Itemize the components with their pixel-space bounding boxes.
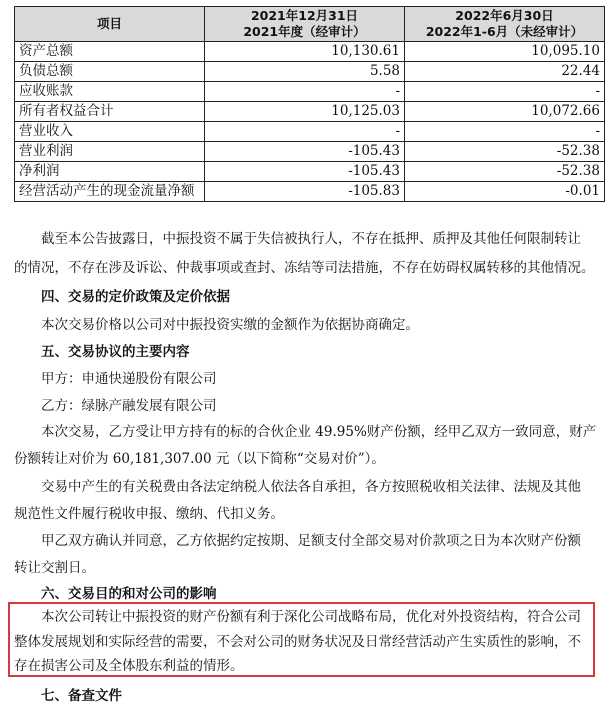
row-value-2022: 10,072.66 — [405, 102, 605, 122]
closing-paragraph-line-1: 甲乙双方确认并同意，乙方依据约定按期、足额支付全部交易对价款项之日为本次财产份额 — [41, 533, 581, 549]
party-b: 乙方：绿脉产融发展有限公司 — [41, 398, 217, 414]
header-2022-date: 2022年6月30日 — [455, 8, 554, 23]
row-value-2021: -105.43 — [205, 162, 405, 182]
status-paragraph-line-1: 截至本公告披露日，中振投资不属于失信被执行人，不存在抵押、质押及其他任何限制转让 — [41, 231, 581, 247]
row-value-2021: 10,125.03 — [205, 102, 405, 122]
row-value-2021: -105.43 — [205, 142, 405, 162]
table-row — [15, 62, 605, 82]
section-heading-impact: 六、交易目的和对公司的影响 — [41, 586, 217, 602]
row-value-2022: - — [405, 122, 605, 142]
pricing-paragraph: 本次交易价格以公司对中振投资实缴的金额作为依据协商确定。 — [41, 317, 419, 333]
status-paragraph-line-2: 的情况，不存在涉及诉讼、仲裁事项或查封、冻结等司法措施，不存在妨碍权属转移的其他情况。 — [14, 260, 595, 276]
row-value-2022: 10,095.10 — [405, 42, 605, 62]
row-value-2021: -105.83 — [205, 182, 405, 202]
header-2022-period: 2022年1-6月（未经审计） — [425, 24, 584, 39]
row-value-2021: - — [205, 82, 405, 102]
header-2021-period: 2021年度（经审计） — [243, 24, 366, 39]
row-value-2022: -52.38 — [405, 162, 605, 182]
tax-paragraph-line-2: 规范性文件履行税收申报、缴纳、代扣义务。 — [14, 506, 284, 522]
row-value-2021: 5.58 — [205, 62, 405, 82]
header-2021 — [205, 7, 405, 42]
table-row — [15, 142, 605, 162]
impact-paragraph-line-2: 整体发展规划和实际经营的需要，不会对公司的财务状况及日常经营活动产生实质性的影响，不 — [14, 634, 581, 650]
table-row — [15, 182, 605, 202]
row-value-2022: -0.01 — [405, 182, 605, 202]
tax-paragraph-line-1: 交易中产生的有关税费由各法定纳税人依法各自承担，各方按照税收相关法律、法规及其他 — [41, 479, 581, 495]
section-heading-agreement: 五、交易协议的主要内容 — [41, 344, 190, 360]
table-row — [15, 42, 605, 62]
row-value-2022: 22.44 — [405, 62, 605, 82]
row-label: 营业利润 — [15, 142, 205, 162]
section-heading-pricing: 四、交易的定价政策及定价依据 — [41, 289, 230, 305]
header-2021-date: 2021年12月31日 — [250, 8, 359, 23]
table-row — [15, 82, 605, 102]
row-label: 应收账款 — [15, 82, 205, 102]
party-a: 甲方：申通快递股份有限公司 — [41, 371, 217, 387]
row-label: 经营活动产生的现金流量净额 — [15, 182, 205, 202]
row-value-2021: 10,130.61 — [205, 42, 405, 62]
deal-paragraph-line-2: 份额转让对价为 60,181,307.00 元（以下简称“交易对价”）。 — [14, 451, 385, 467]
header-2022 — [405, 7, 605, 42]
row-label: 负债总额 — [15, 62, 205, 82]
deal-paragraph-line-1: 本次交易，乙方受让甲方持有的标的合伙企业 49.95%财产份额，经甲乙双方一致同意，财产 — [41, 424, 597, 440]
row-value-2021: - — [205, 122, 405, 142]
row-label: 所有者权益合计 — [15, 102, 205, 122]
row-label: 资产总额 — [15, 42, 205, 62]
table-row — [15, 162, 605, 182]
section-heading-documents: 七、备查文件 — [41, 688, 122, 704]
table-row — [15, 122, 605, 142]
row-value-2022: -52.38 — [405, 142, 605, 162]
row-label: 营业收入 — [15, 122, 205, 142]
row-label: 净利润 — [15, 162, 205, 182]
header-item: 项目 — [15, 7, 205, 42]
row-value-2022: - — [405, 82, 605, 102]
impact-paragraph-line-1: 本次公司转让中振投资的财产份额有利于深化公司战略布局，优化对外投资结构，符合公司 — [41, 609, 581, 625]
table-header-row — [15, 7, 605, 42]
financial-table — [14, 6, 605, 202]
table-row — [15, 102, 605, 122]
impact-paragraph-line-3: 存在损害公司及全体股东利益的情形。 — [14, 658, 244, 674]
closing-paragraph-line-2: 转让交割日。 — [14, 560, 95, 576]
